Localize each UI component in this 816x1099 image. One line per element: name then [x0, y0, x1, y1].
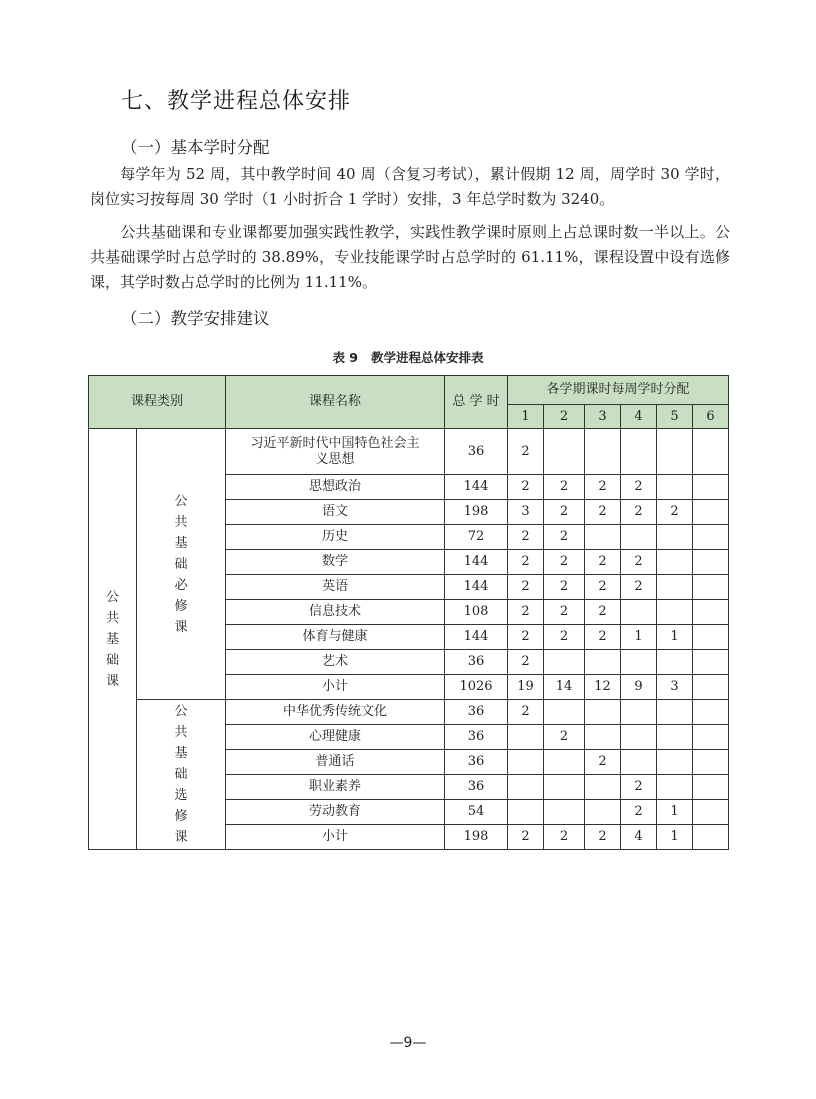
semester-hours-cell — [693, 525, 729, 550]
semester-hours-cell — [693, 675, 729, 700]
semester-hours-cell — [693, 750, 729, 775]
semester-hours-cell — [585, 525, 621, 550]
semester-hours-cell — [657, 650, 693, 675]
total-hours-cell: 36 — [445, 775, 508, 800]
paragraph-hours-allocation — [90, 162, 730, 212]
vertical-char: 课 — [105, 673, 119, 689]
semester-hours-cell — [621, 750, 657, 775]
semester-hours-cell: 2 — [544, 725, 585, 750]
vertical-char: 必 — [174, 577, 188, 593]
semester-hours-cell — [621, 700, 657, 725]
semester-hours-cell — [657, 475, 693, 500]
header-course-name: 课程名称 — [226, 376, 445, 429]
semester-hours-cell: 2 — [585, 625, 621, 650]
semester-hours-cell: 1 — [657, 825, 693, 850]
semester-hours-cell — [508, 800, 544, 825]
semester-hours-cell: 2 — [544, 525, 585, 550]
category-required-label — [137, 429, 226, 700]
semester-hours-cell — [508, 725, 544, 750]
semester-hours-cell — [544, 800, 585, 825]
paragraph-text: 每学年为 52 周，其中教学时间 40 周（含复习考试），累计假期 12 周，周学时 30 学时，岗位实习按每周 30 学时（1 小时折合 1 学时）安排，3 年总学时数为 3240。 — [90, 165, 730, 208]
vertical-char: 修 — [174, 809, 188, 824]
course-name-cell: 历史 — [226, 525, 445, 550]
semester-hours-cell: 2 — [508, 700, 544, 725]
semester-hours-cell: 2 — [508, 550, 544, 575]
semester-hours-cell — [693, 800, 729, 825]
category-elective-label — [137, 700, 226, 850]
subsection-basic-hours: （一）基本学时分配 — [121, 138, 270, 157]
header-semester: 3 — [585, 405, 621, 429]
header-semester: 5 — [657, 405, 693, 429]
total-hours-cell: 36 — [445, 650, 508, 675]
table-row — [89, 429, 729, 475]
header-semester: 6 — [693, 405, 729, 429]
semester-hours-cell: 2 — [508, 475, 544, 500]
course-name-cell: 体育与健康 — [226, 625, 445, 650]
semester-hours-cell — [544, 650, 585, 675]
semester-hours-cell: 2 — [657, 500, 693, 525]
paragraph-practice-ratio — [90, 220, 730, 295]
total-hours-cell: 36 — [445, 429, 508, 475]
vertical-char: 础 — [174, 556, 188, 572]
semester-hours-cell — [544, 700, 585, 725]
vertical-char: 公 — [174, 493, 188, 509]
total-hours-cell: 144 — [445, 625, 508, 650]
total-hours-cell: 144 — [445, 475, 508, 500]
semester-hours-cell — [544, 429, 585, 475]
semester-hours-cell — [544, 775, 585, 800]
course-name-cell: 小计 — [226, 825, 445, 850]
semester-hours-cell: 2 — [508, 650, 544, 675]
semester-hours-cell — [657, 725, 693, 750]
page-number: —9— — [389, 1035, 427, 1051]
semester-hours-cell: 2 — [585, 825, 621, 850]
semester-hours-cell — [585, 700, 621, 725]
semester-hours-cell — [508, 775, 544, 800]
semester-hours-cell — [657, 775, 693, 800]
table-header-row — [89, 376, 729, 405]
semester-hours-cell — [657, 700, 693, 725]
total-hours-cell: 54 — [445, 800, 508, 825]
total-hours-cell: 36 — [445, 725, 508, 750]
section-title: 七、教学进程总体安排 — [121, 89, 352, 114]
semester-hours-cell: 14 — [544, 675, 585, 700]
semester-hours-cell: 2 — [585, 600, 621, 625]
course-name-cell: 语文 — [226, 500, 445, 525]
semester-hours-cell: 2 — [585, 500, 621, 525]
vertical-char: 共 — [174, 725, 188, 740]
semester-hours-cell: 2 — [508, 625, 544, 650]
vertical-char: 础 — [105, 652, 119, 668]
header-total-hours: 总 学 时 — [445, 376, 508, 429]
semester-hours-cell: 2 — [508, 600, 544, 625]
semester-hours-cell — [657, 575, 693, 600]
semester-hours-cell: 2 — [585, 750, 621, 775]
vertical-char: 基 — [174, 535, 188, 551]
semester-hours-cell: 2 — [621, 500, 657, 525]
semester-hours-cell: 2 — [508, 575, 544, 600]
semester-hours-cell: 2 — [508, 825, 544, 850]
course-name-cell: 英语 — [226, 575, 445, 600]
vertical-char: 公 — [174, 704, 188, 719]
vertical-char: 共 — [105, 610, 119, 626]
vertical-char: 公 — [105, 589, 119, 605]
semester-hours-cell — [621, 525, 657, 550]
semester-hours-cell — [585, 775, 621, 800]
semester-hours-cell: 19 — [508, 675, 544, 700]
course-name-cell: 劳动教育 — [226, 800, 445, 825]
semester-hours-cell — [585, 800, 621, 825]
semester-hours-cell — [621, 429, 657, 475]
semester-hours-cell: 2 — [621, 575, 657, 600]
semester-hours-cell — [657, 550, 693, 575]
semester-hours-cell — [657, 600, 693, 625]
course-name-cell: 职业素养 — [226, 775, 445, 800]
semester-hours-cell: 2 — [621, 775, 657, 800]
semester-hours-cell: 2 — [508, 525, 544, 550]
semester-hours-cell: 12 — [585, 675, 621, 700]
course-name-cell: 中华优秀传统文化 — [226, 700, 445, 725]
semester-hours-cell: 1 — [657, 800, 693, 825]
semester-hours-cell — [585, 429, 621, 475]
semester-hours-cell: 2 — [621, 800, 657, 825]
semester-hours-cell: 3 — [657, 675, 693, 700]
semester-hours-cell — [693, 650, 729, 675]
semester-hours-cell — [585, 725, 621, 750]
course-name-cell: 小计 — [226, 675, 445, 700]
semester-hours-cell — [585, 650, 621, 675]
semester-hours-cell: 2 — [544, 500, 585, 525]
header-semester: 4 — [621, 405, 657, 429]
semester-hours-cell — [693, 429, 729, 475]
course-name-cell: 数学 — [226, 550, 445, 575]
total-hours-cell: 108 — [445, 600, 508, 625]
header-semester: 2 — [544, 405, 585, 429]
category-main-label — [89, 429, 137, 850]
semester-hours-cell: 2 — [544, 550, 585, 575]
semester-hours-cell: 4 — [621, 825, 657, 850]
total-hours-cell: 36 — [445, 700, 508, 725]
header-category: 课程类别 — [89, 376, 226, 429]
semester-hours-cell: 2 — [544, 475, 585, 500]
semester-hours-cell — [693, 725, 729, 750]
subsection-teaching-plan: （二）教学安排建议 — [121, 309, 270, 328]
semester-hours-cell: 2 — [544, 575, 585, 600]
semester-hours-cell — [621, 600, 657, 625]
course-name-cell: 思想政治 — [226, 475, 445, 500]
semester-hours-cell — [693, 625, 729, 650]
paragraph-text: 公共基础课和专业课都要加强实践性教学，实践性教学课时原则上占总课时数一半以上。公共基础课学时占总学时的 38.89%，专业技能课学时占总学时的 61.11%，课程设置中设有选修课，其学时数占总学时的比例为 11.11%。 — [90, 223, 730, 291]
table-caption: 表 9 教学进程总体安排表 — [332, 350, 484, 365]
semester-hours-cell: 2 — [544, 825, 585, 850]
semester-hours-cell — [621, 650, 657, 675]
semester-hours-cell: 1 — [621, 625, 657, 650]
vertical-char: 共 — [174, 514, 188, 530]
semester-hours-cell: 2 — [544, 600, 585, 625]
total-hours-cell: 36 — [445, 750, 508, 775]
semester-hours-cell — [693, 600, 729, 625]
course-name-cell: 艺术 — [226, 650, 445, 675]
semester-hours-cell — [657, 525, 693, 550]
course-name-cell: 心理健康 — [226, 725, 445, 750]
total-hours-cell: 1026 — [445, 675, 508, 700]
semester-hours-cell: 2 — [585, 550, 621, 575]
semester-hours-cell — [508, 750, 544, 775]
header-weekly-distribution: 各学期课时每周学时分配 — [508, 376, 729, 405]
semester-hours-cell — [693, 550, 729, 575]
vertical-char: 课 — [174, 830, 188, 845]
vertical-char: 修 — [174, 598, 188, 614]
semester-hours-cell — [693, 825, 729, 850]
semester-hours-cell: 3 — [508, 500, 544, 525]
course-name-cell: 普通话 — [226, 750, 445, 775]
vertical-char: 课 — [174, 619, 188, 635]
schedule-table — [88, 375, 729, 850]
semester-hours-cell — [544, 750, 585, 775]
course-name-cell: 信息技术 — [226, 600, 445, 625]
total-hours-cell: 144 — [445, 550, 508, 575]
course-name-cell: 习近平新时代中国特色社会主义思想 — [226, 429, 445, 475]
header-semester: 1 — [508, 405, 544, 429]
semester-hours-cell — [621, 725, 657, 750]
vertical-char: 选 — [174, 788, 188, 803]
semester-hours-cell: 2 — [621, 475, 657, 500]
semester-hours-cell — [657, 750, 693, 775]
table-row — [89, 700, 729, 725]
semester-hours-cell: 9 — [621, 675, 657, 700]
semester-hours-cell: 2 — [621, 550, 657, 575]
total-hours-cell: 198 — [445, 825, 508, 850]
semester-hours-cell: 2 — [544, 625, 585, 650]
semester-hours-cell: 1 — [657, 625, 693, 650]
semester-hours-cell — [693, 575, 729, 600]
semester-hours-cell — [693, 700, 729, 725]
vertical-char: 基 — [105, 631, 119, 647]
vertical-char: 础 — [174, 767, 188, 782]
semester-hours-cell: 2 — [585, 575, 621, 600]
total-hours-cell: 72 — [445, 525, 508, 550]
vertical-char: 基 — [174, 746, 188, 761]
total-hours-cell: 198 — [445, 500, 508, 525]
semester-hours-cell — [693, 775, 729, 800]
semester-hours-cell — [693, 500, 729, 525]
semester-hours-cell — [693, 475, 729, 500]
total-hours-cell: 144 — [445, 575, 508, 600]
semester-hours-cell — [657, 429, 693, 475]
semester-hours-cell: 2 — [585, 475, 621, 500]
semester-hours-cell: 2 — [508, 429, 544, 475]
